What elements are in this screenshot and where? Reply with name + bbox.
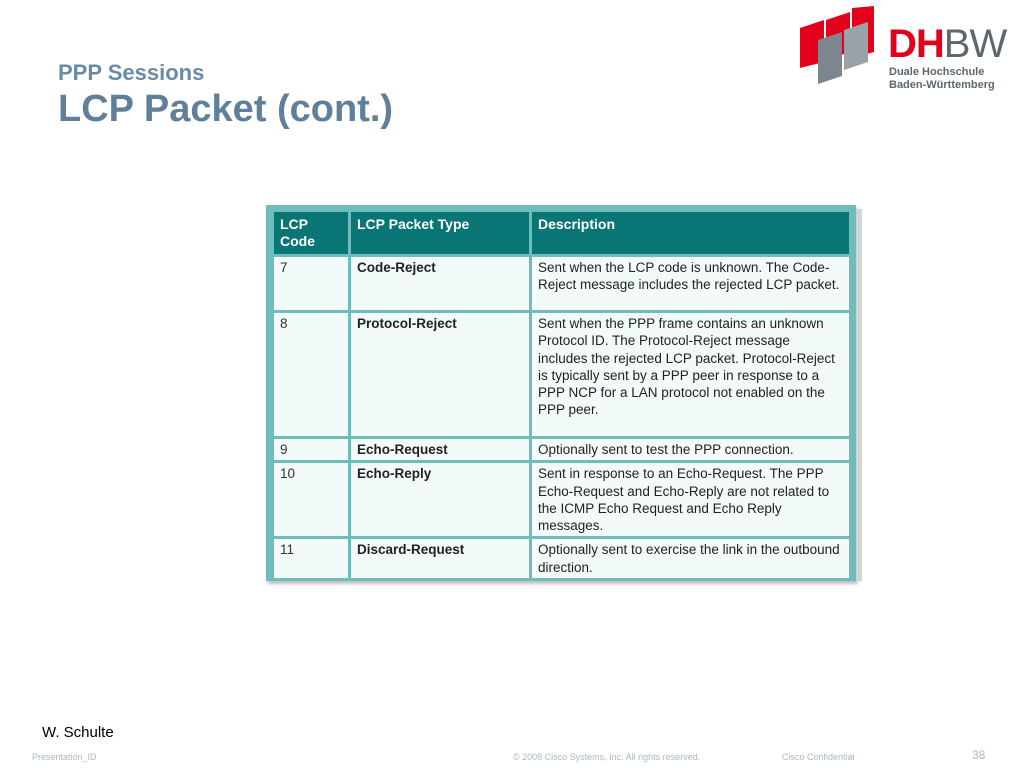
header-lcp-packet-type: LCP Packet Type <box>351 212 529 254</box>
cell-description: Optionally sent to test the PPP connection. <box>532 439 849 460</box>
cell-code: 7 <box>274 257 348 310</box>
lcp-packet-table <box>271 209 852 581</box>
cell-type: Echo-Reply <box>351 463 529 536</box>
cell-code: 8 <box>274 313 348 436</box>
footer-presentation-id: Presentation_ID <box>32 752 97 762</box>
table-row <box>274 439 849 460</box>
cell-type: Echo-Request <box>351 439 529 460</box>
cell-code: 11 <box>274 539 348 578</box>
logo-subtitle-line1: Duale Hochschule <box>889 66 985 78</box>
table-row <box>274 539 849 578</box>
cell-description: Optionally sent to exercise the link in the outbound direction. <box>532 539 849 578</box>
cell-code: 9 <box>274 439 348 460</box>
cell-code: 10 <box>274 463 348 536</box>
table-row <box>274 257 849 310</box>
page-number: 38 <box>972 748 986 762</box>
table-scrollbar <box>856 209 862 581</box>
cell-type: Code-Reject <box>351 257 529 310</box>
dhbw-logo <box>798 6 1018 96</box>
header-description: Description <box>532 212 849 254</box>
footer-copyright: © 2008 Cisco Systems, Inc. All rights reserved. <box>513 752 701 762</box>
cell-description: Sent when the PPP frame contains an unknown Protocol ID. The Protocol-Reject message includes the rejected LCP packet. Protocol-Reject is typically sent by a PPP peer in response to a PPP NCP for a LAN protocol not enabled on the PPP peer. <box>532 313 849 436</box>
logo-subtitle <box>889 66 995 92</box>
table-row <box>274 313 849 436</box>
slide-title: LCP Packet (cont.) <box>58 88 394 130</box>
logo-wordmark-red: DH <box>888 22 944 66</box>
logo-wordmark <box>888 24 1006 64</box>
table-header-row <box>274 212 849 254</box>
author-name: W. Schulte <box>42 724 114 741</box>
logo-subtitle-line2: Baden-Württemberg <box>889 79 995 91</box>
title-block <box>58 60 393 130</box>
logo-mark-icon <box>798 6 888 86</box>
lcp-table-frame <box>266 205 856 581</box>
cell-description: Sent when the LCP code is unknown. The Code-Reject message includes the rejected LCP packet. <box>532 257 849 310</box>
cell-description: Sent in response to an Echo-Request. The PPP Echo-Request and Echo-Reply are not related to the ICMP Echo Request and Echo Reply messages. <box>532 463 849 536</box>
logo-wordmark-grey: BW <box>943 22 1007 66</box>
footer-confidential: Cisco Confidential <box>782 752 855 762</box>
slide-subtitle: PPP Sessions <box>58 60 205 85</box>
header-lcp-code: LCP Code <box>274 212 348 254</box>
cell-type: Discard-Request <box>351 539 529 578</box>
table-row <box>274 463 849 536</box>
cell-type: Protocol-Reject <box>351 313 529 436</box>
